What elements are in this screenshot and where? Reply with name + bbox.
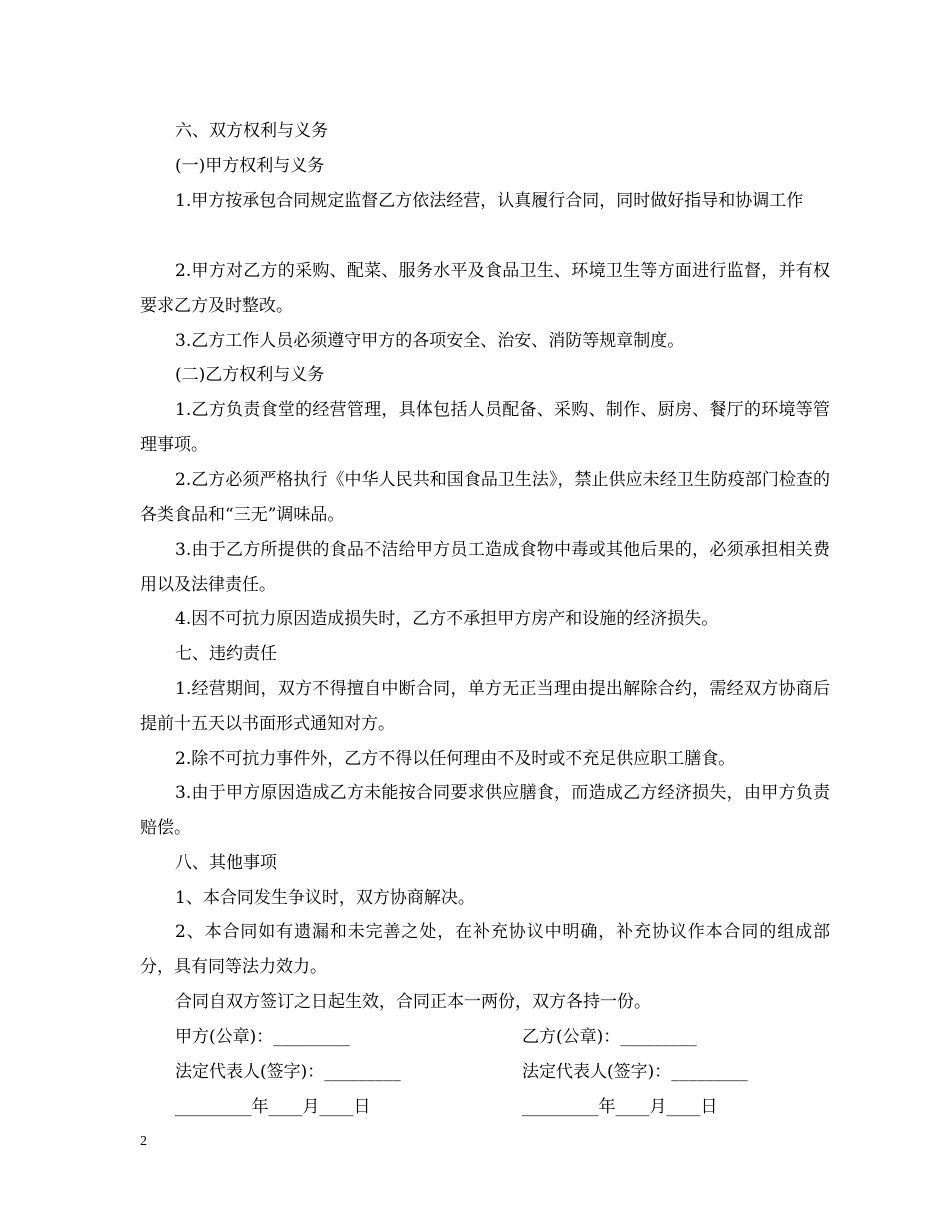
- clause-paragraph: 1、本合同发生争议时，双方协商解决。: [175, 888, 475, 908]
- party-b-date-line: _________年____月____日: [522, 1097, 718, 1117]
- party-b-seal-line: 乙方(公章)：_________: [522, 1027, 697, 1047]
- section-heading-breach: 七、违约责任: [175, 644, 277, 664]
- clause-paragraph: 1.甲方按承包合同规定监督乙方依法经营，认真履行合同，同时做好指导和协调工作: [175, 191, 804, 211]
- clause-paragraph: 3.由于乙方所提供的食品不洁给甲方员工造成食物中毒或其他后果的，必须承担相关费用以及法律责任。: [140, 540, 830, 595]
- clause-paragraph: 2.乙方必须严格执行《中华人民共和国食品卫生法》，禁止供应未经卫生防疫部门检查的各类食品和“三无”调味品。: [140, 470, 830, 525]
- clause-paragraph: 2.除不可抗力事件外，乙方不得以任何理由不及时或不充足供应职工膳食。: [175, 749, 736, 769]
- section-heading-other: 八、其他事项: [175, 853, 277, 873]
- page-number: 2: [140, 1134, 147, 1149]
- clause-paragraph: 2.甲方对乙方的采购、配菜、服务水平及食品卫生、环境卫生等方面进行监督，并有权要求乙方及时整改。: [140, 261, 830, 316]
- clause-paragraph: 3.乙方工作人员必须遵守甲方的各项安全、治安、消防等规章制度。: [175, 331, 685, 351]
- section-heading-rights: 六、双方权利与义务: [175, 121, 328, 141]
- party-a-date-line: _________年____月____日: [175, 1097, 371, 1117]
- subsection-heading-party-b: (二)乙方权利与义务: [175, 365, 325, 385]
- clause-paragraph: 1.经营期间，双方不得擅自中断合同，单方无正当理由提出解除合约，需经双方协商后提前十五天以书面形式通知对方。: [140, 679, 830, 734]
- clause-paragraph: 3.由于甲方原因造成乙方未能按合同要求供应膳食，而造成乙方经济损失，由甲方负责赔偿。: [140, 783, 830, 838]
- clause-paragraph: 1.乙方负责食堂的经营管理，具体包括人员配备、采购、制作、厨房、餐厅的环境等管理事项。: [140, 400, 830, 455]
- subsection-heading-party-a: (一)甲方权利与义务: [175, 156, 325, 176]
- effective-clause: 合同自双方签订之日起生效，合同正本一两份，双方各持一份。: [175, 992, 651, 1012]
- party-a-representative-line: 法定代表人(签字)：_________: [175, 1062, 401, 1082]
- party-a-seal-line: 甲方(公章)：_________: [175, 1027, 350, 1047]
- clause-paragraph: 4.因不可抗力原因造成损失时，乙方不承担甲方房产和设施的经济损失。: [175, 609, 719, 629]
- party-b-representative-line: 法定代表人(签字)：_________: [522, 1062, 748, 1082]
- clause-paragraph: 2、本合同如有遗漏和未完善之处，在补充协议中明确，补充协议作本合同的组成部分，具有同等法力效力。: [140, 922, 830, 977]
